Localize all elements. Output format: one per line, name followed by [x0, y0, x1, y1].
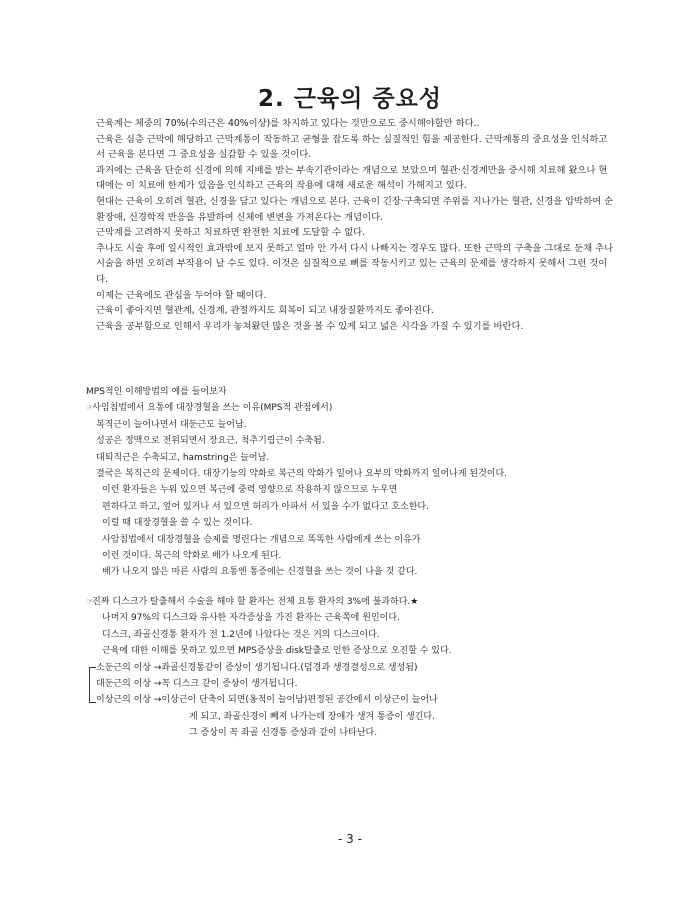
note-line: 대퇴직근은 수축되고, hamstring은 늘어남. [96, 452, 270, 463]
paragraph: 근막계를 고려하지 못하고 치료하면 완전한 치료에 도달할 수 없다. [96, 227, 366, 239]
question-text: 진짜 디스크가 탈출해서 수술을 해야 할 환자는 전체 요통 환자의 3%에 불과하다.★ [92, 597, 419, 607]
paragraph: 근육을 공부함으로 인해서 우리가 놓쳐왔던 많은 것을 볼 수 있게 되고 넓은 시각을 가질 수 있기를 바란다. [96, 320, 524, 332]
note-line: 성공은 정맥으로 전위되면서 장요근, 척추기립근이 수축됨. [96, 436, 325, 447]
paragraph: 근육은 심층 근막에 해당하고 근막계통이 작동하고 균형을 잡도록 하는 실질적인 힘을 제공한다. 근막계통의 중요성을 인식하고서 근육을 본다면 그 중요성을 실감할 수 있을 것이다. [96, 133, 608, 161]
paragraph: 근육계는 체중의 70%(수의근은 40%이상)를 차지하고 있다는 것만으로도 중시해야할만 하다.. [96, 118, 480, 129]
question-line [86, 400, 616, 416]
paragraph: 이제는 근육에도 관심을 두어야 할 때이다. [96, 289, 267, 301]
handwritten-notes [86, 384, 616, 581]
note-line: 배가 나오지 않은 마른 사람의 요통엔 통증에는 신경혈을 쓰는 것이 나을 것 같다. [102, 567, 418, 578]
paragraph: 추나도 시술 후에 일시적인 효과밖에 보지 못하고 얼마 안 가서 다시 나빠지는 경우도 많다. 또한 근막의 구축을 그대로 둔채 추나시술을 하면 오히려 부작용이 날 수도 있다. 이것은 실질적으로 뼈를 작동시키고 있는 근육의 문제를 생각하지 못해서 그런 것이다. [96, 242, 614, 285]
note-line: 이런 것이다. 복근의 약화로 배가 나오게 된다. [102, 551, 282, 562]
note-line: 사암침법에서 대장경혈을 승제를 명린다는 개념으로 똑똑한 사람에게 쓰는 이유가 [102, 534, 421, 545]
note-line: 나머지 97%의 디스크와 유사한 자각증상을 가진 환자는 근육쪽에 원인이다. [102, 613, 400, 624]
note-line: 소둔근의 이상 →좌골신경통같이 증상이 생기됩니다.(덤경과 생경결성으로 생성됨) [96, 662, 418, 673]
note-line: 이럴 때 대장경혈을 쓸 수 있는 것이다. [102, 518, 253, 529]
bracket-mark [89, 667, 96, 703]
notes-heading: MPS적인 이해방법의 예를 들어보자 [86, 387, 227, 397]
note-line: 복직근이 늘어나면서 대둔근도 늘어남. [96, 419, 247, 430]
note-line: 게 되고, 좌골신경이 빼져 나가는데 장애가 생겨 통증이 생긴다. [189, 711, 435, 722]
note-line: 디스크, 좌골신경통 환자가 전 1.2년에 나았다는 것은 거의 디스크이다. [102, 629, 380, 640]
pointer-icon: ☞ [86, 597, 93, 606]
pointer-icon: ☞ [86, 403, 93, 413]
note-line: 편하다고 하고, 엎어 있거나 서 있으면 허리가 아파서 서 있을 수가 없다고 호소한다. [102, 501, 429, 512]
handwritten-notes-2 [86, 594, 616, 742]
paragraph: 현대는 근육이 오히려 혈관, 신경을 담고 있다는 개념으로 본다. 근육이 긴장·구축되면 주위를 지나가는 혈관, 신경을 압박하여 순환장애, 신경학적 반응을 유발하여 신체에 변변을 가져온다는 개념이다. [96, 195, 614, 223]
question-line [86, 594, 616, 610]
note-line: 대둔근의 이상 →꼭 디스크 같이 증상이 생겨됩니다. [96, 679, 298, 690]
bracket-group [86, 660, 616, 709]
note-line: 그 증상이 꼭 좌골 신경통 증상과 같이 나타난다. [189, 728, 378, 739]
paragraph: 근육이 좋아지면 혈관계, 신경계, 관절까지도 회복이 되고 내장질환까지도 좋아진다. [96, 305, 434, 317]
page-number: - 3 - [338, 832, 362, 846]
printed-body [96, 116, 616, 334]
note-line: 결국은 복직근의 문제이다. 대장기능의 약화로 복근의 약화가 일어나 요부의 약화까지 일어나게 된것이다. [96, 469, 508, 480]
page-title: 2. 근육의 중요성 [257, 86, 443, 112]
note-line: 이상근의 이상 →이상근이 단축이 되면(옹적이 늘어남)편정된 공간에서 이상근이 늘어나 [96, 695, 438, 706]
note-line: 이런 환자들은 누워 있으면 복근에 중력 영향으로 작용하지 않으므로 누우면 [102, 485, 398, 496]
note-line: 근육에 대한 이해를 못하고 있으면 MPS증상을 disk탈출로 인한 증상으로 오진할 수 있다. [102, 646, 452, 657]
question-text: 사임침법에서 요통에 대장경혈을 쓰는 이유(MPS적 관점에서) [92, 403, 333, 414]
paragraph: 과거에는 근육을 단순히 신경에 의해 지배를 받는 부속기관이라는 개념으로 보았으며 혈관·신경계만을 중시해 치료해 왔으나 현대에는 이 치료에 한계가 있음을 인식하고 근육의 작용에 대해 새로운 해석이 가해지고 있다. [96, 164, 608, 192]
